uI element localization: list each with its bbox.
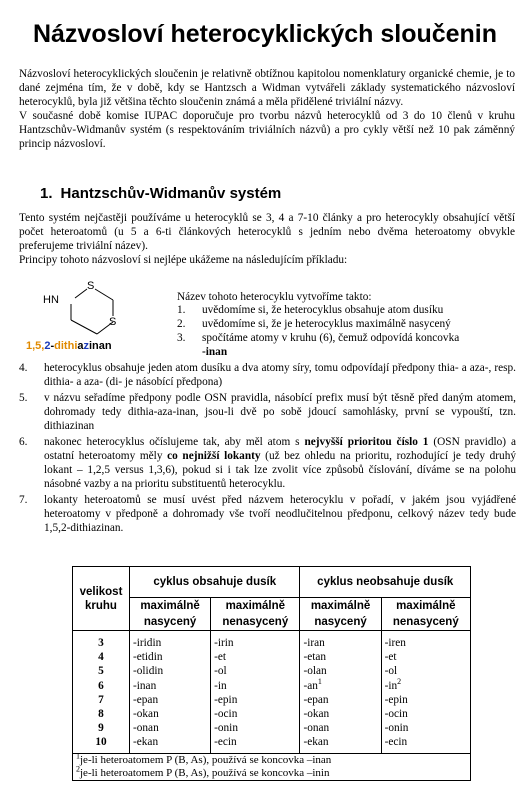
molecule-name-part: a [77, 340, 84, 352]
table-cell: -iridin [133, 637, 162, 649]
footnote-mark: 2 [397, 676, 402, 686]
list-item [19, 435, 516, 491]
steps-list-2 [19, 361, 516, 535]
section-text [19, 211, 515, 267]
subheader-unsaturated: maximálně nenasycený [211, 598, 300, 631]
table-cell: -ekan [133, 736, 159, 749]
list-text: (už bez ohledu na prioritu, rozhodující je tedy druhý lokant – 1,2,5 versus 1,3,6), pokud si i tak lze zvolit více způsobů číslování, díváme se na polohu násobné vazby a na prioritu substituentů heterocyklu. [44, 450, 516, 490]
emphasis-text: co nejnižší lokanty [167, 450, 261, 462]
footnote-2 [76, 763, 467, 780]
intro-text [19, 67, 515, 151]
table-row [73, 631, 471, 754]
molecule-name-part: inan [89, 340, 112, 352]
table-cell: -ecin [214, 736, 237, 749]
footnote-mark: 1 [76, 750, 80, 760]
table-cell: -et [384, 651, 397, 664]
table-cell: -okan [133, 708, 159, 721]
list-text: heterocyklus obsahuje jeden atom dusíku a dva atomy síry, tomu odpovídají předpony thia- a aza-, resp. dithia- a aza- (di- je násobící předpona) [44, 362, 516, 388]
table-cell: -ocin [384, 708, 408, 721]
table-cell: -ocin [214, 708, 238, 721]
table-cell: -onan [133, 722, 159, 735]
molecule-name-part: 1,5, [26, 340, 45, 352]
table-cell: -epin [214, 693, 238, 706]
table-cell: -ecin [384, 736, 408, 749]
table-cell: -olan [303, 665, 327, 678]
footnote-1 [76, 750, 467, 767]
non-n-saturated-column [300, 631, 381, 754]
table-cell [384, 676, 467, 693]
table-cell: -iran [303, 637, 325, 649]
list-item [177, 345, 514, 359]
molecule-name-part: 2 [44, 340, 51, 352]
list-text: (OSN pravidlo) a ostatní heteroatomy měly [44, 436, 516, 462]
subheader-saturated: maximálně nasycený [300, 598, 381, 631]
table-cell: -irin [214, 637, 234, 649]
subheader-unsaturated: maximálně nenasycený [381, 598, 470, 631]
table-cell: -ekan [303, 736, 329, 749]
list-number: 7. [19, 494, 28, 506]
principle-line: Principy tohoto názvosloví si nejlépe ukážeme na následujícím příkladu: [19, 254, 348, 266]
table-cell: -et [214, 651, 227, 664]
table-cell: 4 [98, 651, 104, 664]
table-notes-row [73, 753, 471, 780]
table-subheader-row [73, 598, 471, 631]
table-cell: 8 [98, 708, 104, 721]
header-without-nitrogen: cyklus neobsahuje dusík [300, 567, 471, 598]
list-number: 2. [177, 318, 186, 330]
table-cell: -olidin [133, 665, 164, 678]
table-cell: -onin [384, 722, 409, 735]
section-number: 1. [40, 185, 53, 202]
molecule-name-part: z [83, 340, 89, 352]
suffix-table [72, 566, 471, 781]
table-cell: 3 [98, 637, 104, 649]
steps-list-1 [177, 303, 514, 359]
table-cell: -etan [303, 651, 327, 664]
list-text: lokanty heteroatomů se musí uvést před názvem heterocyklu v pořadí, v jakém jsou vyjádřené heteroatomy v předponě a dohromady vše tvoří neodlučitelnou předponu, celkový název tedy bude 1,5,2-dithiazinan. [44, 494, 516, 534]
list-text: nakonec heterocyklus očíslujeme tak, aby měl atom s [44, 436, 305, 448]
list-number: 6. [19, 436, 28, 448]
table-cell: -epan [133, 693, 159, 706]
header-with-nitrogen: cyklus obsahuje dusík [130, 567, 300, 598]
table-cell: 10 [95, 736, 107, 749]
list-text: -inan [202, 346, 228, 358]
table-cell: -etidin [133, 651, 163, 664]
table-header-row [73, 567, 471, 598]
table-cell: -onin [214, 722, 238, 735]
sulfur-atom-label-1: S [87, 280, 95, 292]
table-cell: -in [214, 679, 227, 692]
table-cell: -ol [214, 665, 227, 678]
list-number: 5. [19, 392, 28, 404]
list-item [177, 303, 514, 317]
table-cell [303, 676, 377, 693]
table-cell: -epin [384, 693, 408, 706]
cell-text: -an [303, 679, 318, 692]
ring-bonds [71, 289, 113, 334]
list-item [177, 331, 514, 345]
section-paragraph: Tento systém nejčastěji používáme u heterocyklů se 3, 4 a 7-10 články a pro heterocykly obsahující větší počet heteroatomů (u 5 a 6-ti článkových heterocyklů s jedním nebo dvěma heteroatomy obvykle preferujeme triviální název). [19, 212, 515, 252]
example-intro: Název tohoto heterocyklu vytvoříme takto: [177, 291, 372, 303]
list-number: 4. [19, 362, 28, 374]
footnote-text: je-li heteroatomem P (B, As), používá se koncovka –inin [80, 766, 330, 779]
ring-size-column [73, 631, 130, 754]
table-cell: 9 [98, 722, 104, 735]
table-cell: -epan [303, 693, 329, 706]
list-text: uvědomíme si, že heterocyklus obsahuje atom dusíku [202, 304, 444, 316]
list-text: v názvu seřadíme předpony podle OSN pravidla, násobící prefix musí být těsně před daným atomem, dohromady tedy dithia-aza-inan, jsou-li dvě po sobě jdoucí samohlásky, první se vypouští, tzn. dithiazinan [44, 392, 516, 432]
n-saturated-column [130, 631, 211, 754]
list-item [19, 361, 516, 389]
nh-atom-label: HN [43, 294, 59, 306]
table-cell: -inan [133, 679, 157, 692]
list-text: spočítáme atomy v kruhu (6), čemuž odpovídá koncovka [202, 332, 460, 344]
page-title: Názvosloví heterocyklických sloučenin [32, 20, 498, 48]
table-cell: -onan [303, 722, 330, 735]
intro-paragraph-2: V současné době komise IUPAC doporučuje pro tvorbu názvů heterocyklů od 3 do 10 členů v kruhu Hantzschův-Widmanův systém (s respektováním triviálních názvů) a pro cykly větší než 10 pak záměnný princip názvosloví. [19, 110, 515, 150]
header-ring-size: velikost kruhu [73, 567, 130, 631]
table-cell: 7 [98, 693, 104, 706]
list-item [19, 493, 516, 535]
sulfur-atom-label-2: S [109, 316, 117, 328]
footnotes [73, 750, 471, 780]
list-number: 1. [177, 304, 186, 316]
molecule-name [26, 340, 112, 352]
footnote-mark: 1 [317, 676, 322, 686]
subheader-saturated: maximálně nasycený [130, 598, 211, 631]
table-cell: 5 [98, 665, 104, 678]
table-cell: -ol [384, 665, 398, 678]
table-cell: 6 [98, 679, 104, 692]
list-text: uvědomíme si, že je heterocyklus maximálně nasycený [202, 318, 451, 330]
footnote-mark: 2 [76, 763, 80, 773]
emphasis-text: nejvyšší prioritou číslo 1 [304, 436, 429, 448]
n-unsaturated-column [211, 631, 300, 754]
table-cell: -okan [303, 708, 330, 721]
list-item [19, 391, 516, 433]
footnote-text: je-li heteroatomem P (B, As), používá se koncovka –inan [80, 753, 332, 766]
non-n-unsaturated-column [381, 631, 470, 754]
list-number: 3. [177, 332, 186, 344]
list-item [177, 317, 514, 331]
cell-text: -in [384, 679, 398, 692]
molecule-name-part: dithi [54, 340, 78, 352]
section-heading [40, 185, 281, 202]
molecule-name-part: - [50, 340, 55, 352]
section-title: Hantzschův-Widmanův systém [60, 185, 282, 202]
table-cell: -iren [384, 637, 406, 649]
intro-paragraph-1: Názvosloví heterocyklických sloučenin je relativně obtížnou kapitolou nomenklatury organické chemie, je to dané zejména tím, že v době, kdy se Hantzsch a Widman vytvářeli základy systematického názvosloví heterocyklů, byla již většina těchto sloučenin známá a měla přidělené triviální názvy. [19, 68, 515, 108]
